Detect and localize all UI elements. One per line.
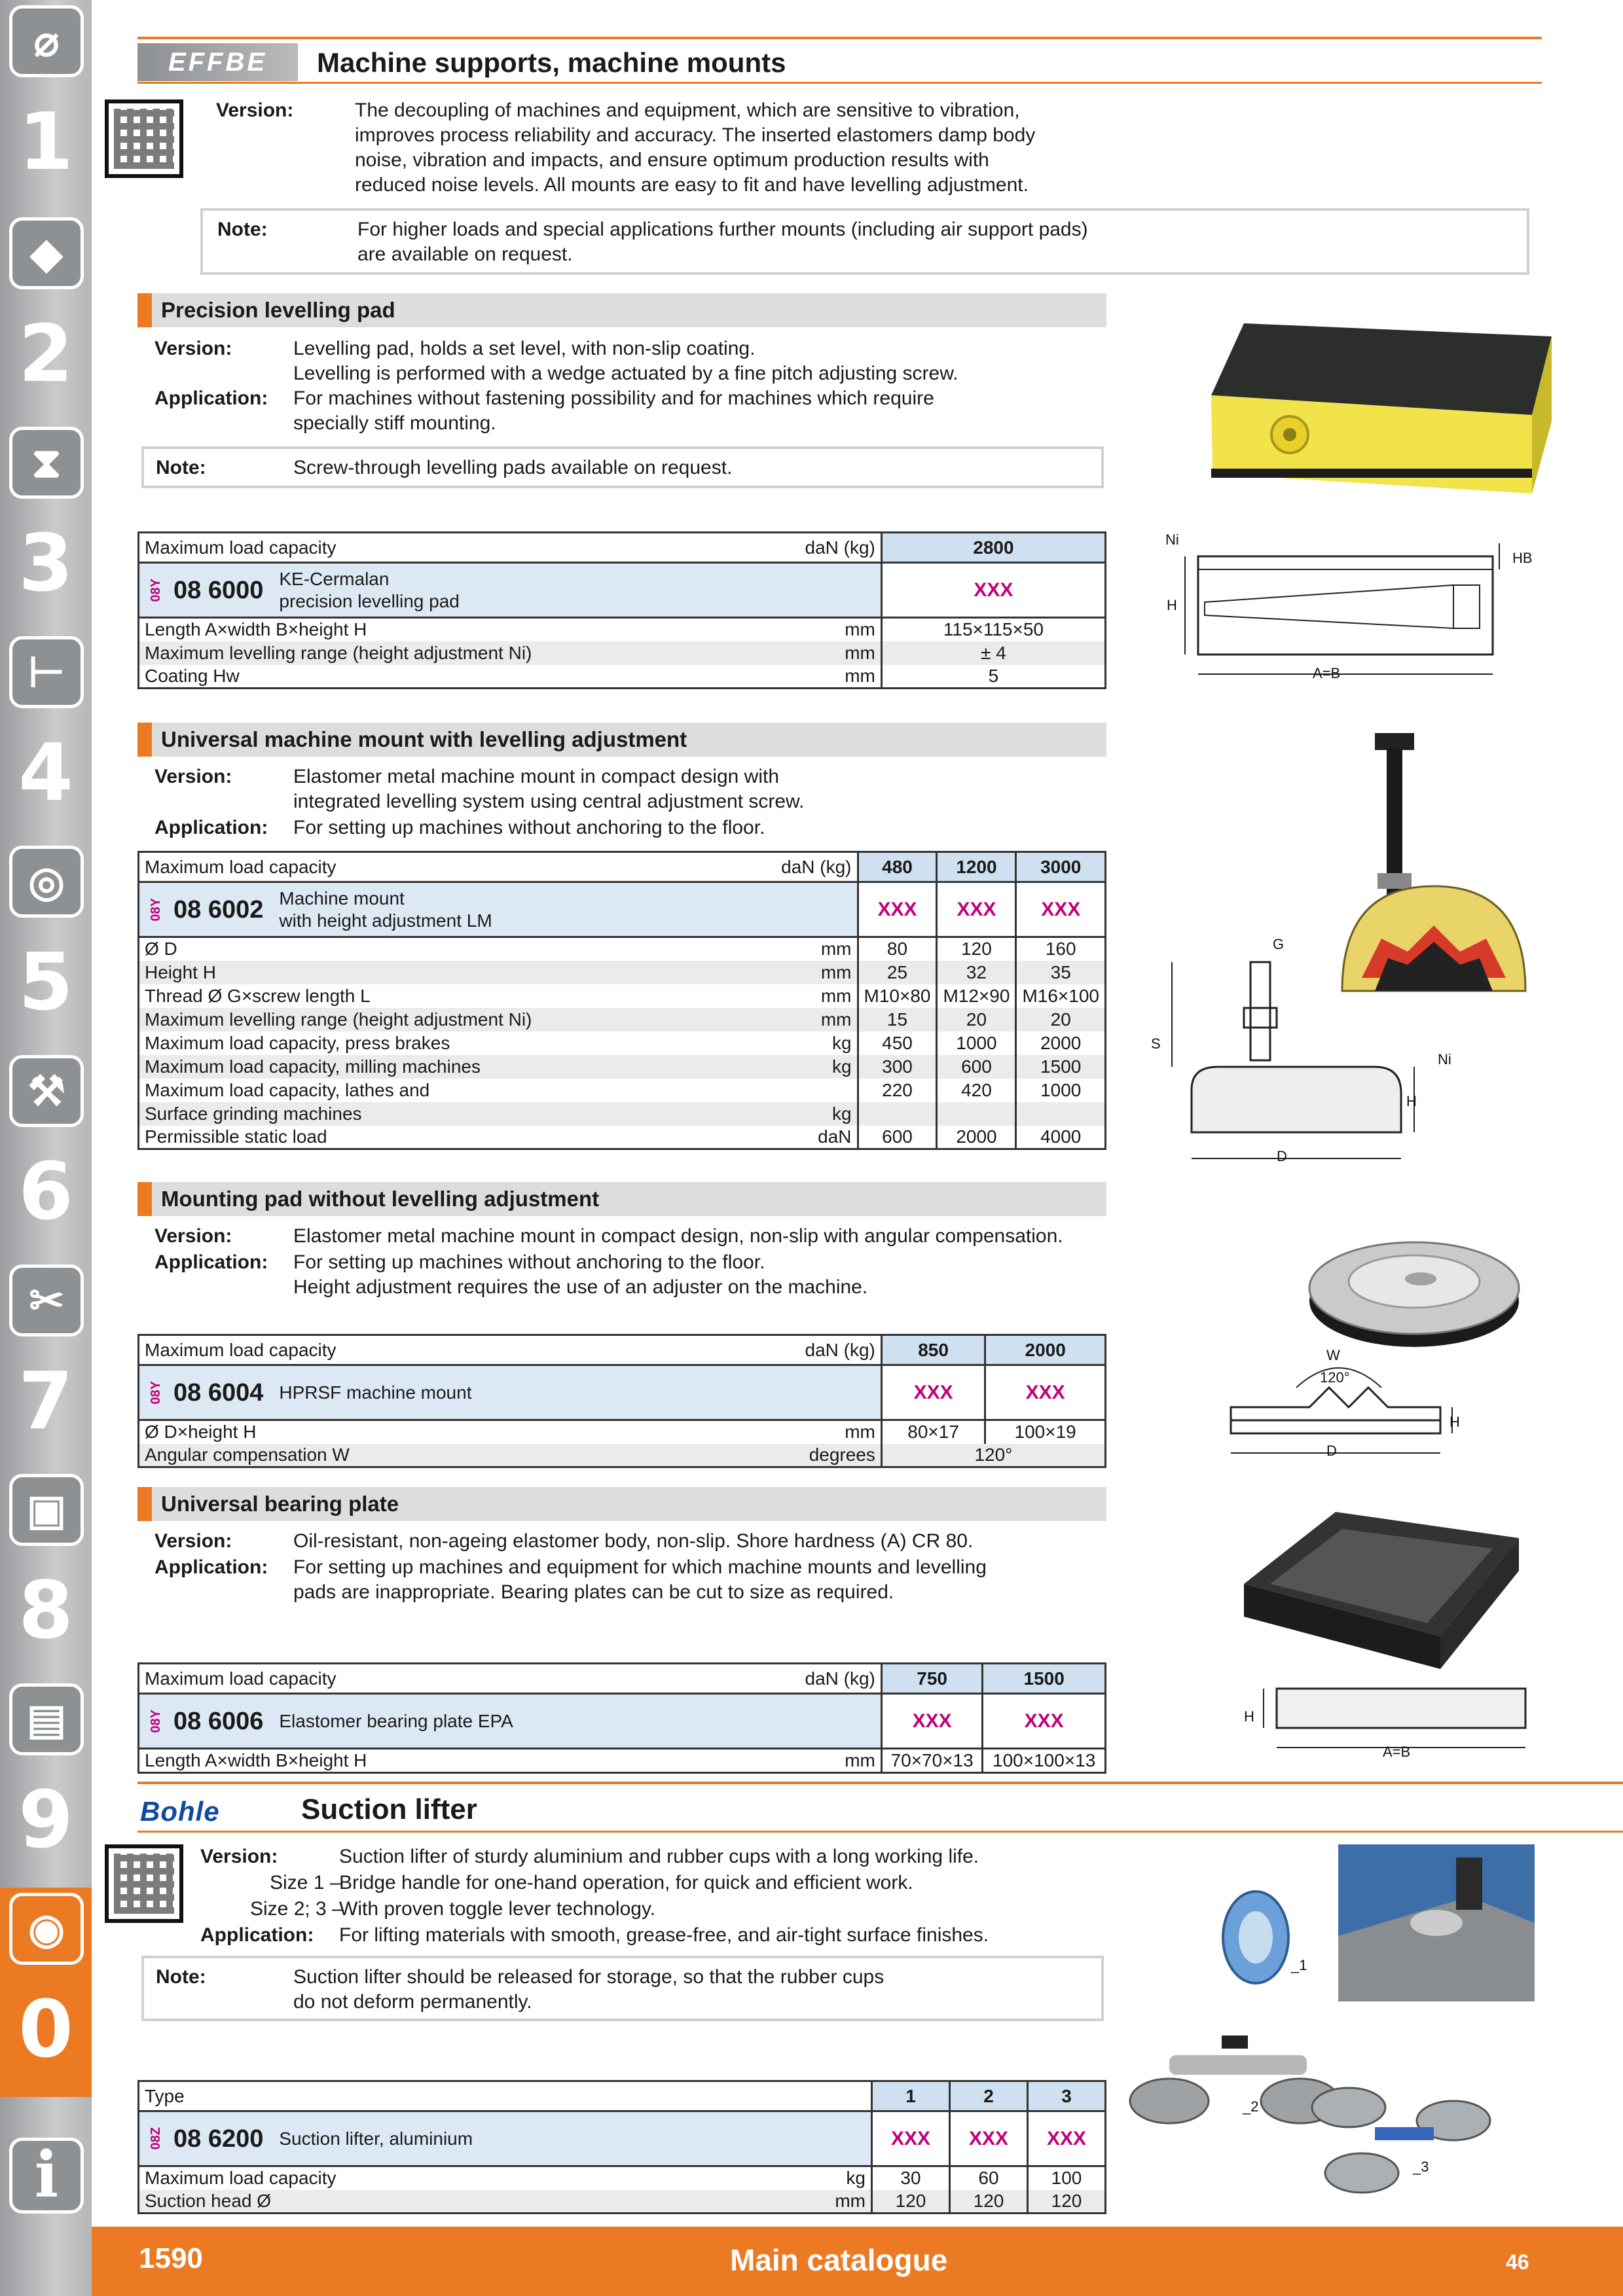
- load-capacity-value: 2000: [985, 1335, 1106, 1365]
- chapter-number: 5: [18, 937, 73, 1028]
- price-cell: XXX: [1016, 882, 1106, 937]
- row-unit: kg: [776, 1055, 858, 1079]
- load-capacity-value: 750: [881, 1664, 982, 1694]
- spec-table-bearing-plate: [137, 1662, 1106, 1774]
- spec-table-mounting-pad: [137, 1334, 1106, 1468]
- catalogue-title: Main catalogue: [730, 2243, 948, 2277]
- row-label: Permissible static load: [145, 1126, 327, 1147]
- version-text: Suction lifter of sturdy aluminium and rubber cups with a long working life.: [339, 1846, 979, 1867]
- section-heading: Universal machine mount with levelling adjustment: [137, 723, 1106, 757]
- load-capacity-value: 2800: [881, 533, 1105, 563]
- row-value: 420: [937, 1079, 1016, 1102]
- suction-lifter-size1-image: [1216, 1872, 1302, 1990]
- dim-label-d: D: [1326, 1443, 1337, 1459]
- row-value: [858, 1102, 937, 1126]
- row-value: M10×80: [858, 984, 937, 1008]
- row-unit: mm: [776, 961, 858, 984]
- row-value: 120°: [881, 1444, 1105, 1467]
- version-text: Elastomer metal machine mount in compact design, non-slip with angular compensation.: [293, 1225, 1063, 1247]
- spec-table-suction-lifter: [137, 2080, 1106, 2214]
- mounting-pad-drawing: [1218, 1348, 1467, 1460]
- application-text: For setting up machines and equipment for which machine mounts and levelling pads are inappropriate. Bearing plates can be cut to size as required.: [293, 1556, 987, 1603]
- row-unit: kg: [831, 1032, 852, 1053]
- chapter-tab-9[interactable]: [0, 1678, 92, 1888]
- section-heading: Universal bearing plate: [137, 1487, 1106, 1521]
- row-label: Height H: [139, 961, 776, 984]
- version-text: Elastomer metal machine mount in compact design with integrated levelling system using central adjustment screw.: [293, 766, 805, 812]
- row-label: Maximum load capacity, lathes and: [145, 1079, 430, 1100]
- chapter-tab-4[interactable]: [0, 631, 92, 840]
- row-label: Suction head Ø: [139, 2190, 800, 2214]
- row-value: 1500: [1016, 1055, 1106, 1079]
- chapter-number: 3: [18, 518, 73, 609]
- row-unit: mm: [845, 1750, 875, 1770]
- chapter-sidebar: [0, 0, 92, 2296]
- note-box: [141, 446, 1104, 488]
- qr-code-icon[interactable]: [105, 1844, 183, 1923]
- effbe-header: [137, 37, 1542, 84]
- row-value: 120: [950, 2190, 1028, 2214]
- page-index: 46: [1506, 2250, 1529, 2274]
- dim-label-d: D: [1277, 1148, 1287, 1164]
- dim-label-ab: A=B: [1383, 1744, 1411, 1760]
- price-cell: XXX: [858, 882, 937, 937]
- load-capacity-value: 480: [858, 852, 937, 882]
- load-capacity-value: 1500: [983, 1664, 1106, 1694]
- price-cell: XXX: [881, 1365, 985, 1420]
- dim-label-angle: 120°: [1320, 1369, 1350, 1386]
- row-value: 25: [858, 961, 937, 984]
- price-cell: XXX: [881, 563, 1105, 618]
- chapter-number: 7: [18, 1356, 73, 1447]
- size1-label: Size 1 –: [270, 1872, 341, 1893]
- row-unit: kg: [776, 1102, 858, 1126]
- article-description: Suction lifter, aluminium: [279, 2128, 473, 2149]
- row-value: 120: [937, 937, 1016, 961]
- application-label: Application:: [155, 1251, 268, 1273]
- row-unit: daN: [818, 1126, 852, 1147]
- spec-table-levelling-pad: [137, 531, 1106, 689]
- row-unit: mm: [800, 641, 882, 665]
- dim-label-hb: HB: [1512, 550, 1533, 566]
- intro-note-text: For higher loads and special applications further mounts (including air support pads) are available on request.: [357, 219, 1088, 265]
- size1-text: Bridge handle for one-hand operation, for quick and efficient work.: [339, 1872, 913, 1893]
- table-head-label: Maximum load capacity: [139, 1664, 800, 1694]
- row-unit: mm: [845, 1422, 875, 1443]
- article-group-code: 08Z: [149, 2127, 163, 2150]
- tool-cabinet-icon: ▤: [9, 1683, 84, 1755]
- cutting-insert-icon: ◆: [9, 217, 84, 289]
- row-value: 2000: [1016, 1031, 1106, 1055]
- row-value: 600: [858, 1126, 937, 1149]
- table-head-unit: daN (kg): [800, 1335, 882, 1365]
- chapter-tab-1[interactable]: [0, 0, 92, 209]
- row-label: Maximum levelling range (height adjustment Ni): [139, 1008, 776, 1031]
- row-label: Maximum levelling range (height adjustment Ni): [139, 641, 800, 665]
- row-value: 80×17: [881, 1420, 985, 1444]
- row-value: 115×115×50: [881, 618, 1105, 641]
- row-unit: mm: [776, 1008, 858, 1031]
- section-title-suction-lifter: Suction lifter: [301, 1793, 477, 1825]
- table-row: [139, 961, 1106, 984]
- row-unit: mm: [800, 2190, 872, 2214]
- chapter-tab-5[interactable]: [0, 840, 92, 1050]
- row-value: 300: [858, 1055, 937, 1079]
- row-label: Maximum load capacity: [145, 2168, 337, 2189]
- row-value: 4000: [1016, 1126, 1106, 1149]
- row-value: 600: [937, 1055, 1016, 1079]
- version-label: Version:: [155, 1530, 232, 1552]
- row-unit: mm: [820, 939, 852, 960]
- price-cell: XXX: [937, 882, 1016, 937]
- row-label: Maximum load capacity, milling machines: [139, 1055, 776, 1079]
- application-label: Application:: [155, 387, 268, 409]
- application-label: Application:: [200, 1924, 314, 1946]
- row-value: 30: [872, 2166, 950, 2190]
- row-value: 100×100×13: [983, 1749, 1106, 1773]
- chapter-number: 2: [18, 309, 73, 400]
- version-text: Oil-resistant, non-ageing elastomer body, non-slip. Shore hardness (A) CR 80.: [293, 1530, 974, 1552]
- row-value: 80: [858, 937, 937, 961]
- application-text: For machines without fastening possibility and for machines which require specially stiff mounting.: [293, 387, 934, 434]
- article-group-code: 08Y: [149, 1709, 163, 1733]
- mounting-pad-image: [1303, 1223, 1525, 1354]
- version-text: Levelling pad, holds a set level, with non-slip coating. Levelling is performed with a wedge actuated by a fine pitch adjusting screw.: [293, 338, 958, 384]
- row-value: 35: [1016, 961, 1106, 984]
- row-label: Ø D×height H: [145, 1422, 257, 1443]
- table-head-label: Maximum load capacity: [139, 1335, 800, 1365]
- intro-version-label: Version:: [216, 99, 294, 121]
- page-title: Machine supports, machine mounts: [317, 47, 786, 78]
- row-value: ± 4: [881, 641, 1105, 665]
- row-value: [1016, 1102, 1106, 1126]
- chapter-number: 6: [18, 1147, 73, 1238]
- row-unit: mm: [845, 619, 875, 640]
- note-text: Screw-through levelling pads available on request.: [293, 457, 733, 478]
- table-head-unit: daN (kg): [800, 533, 882, 563]
- version-label: Version:: [155, 766, 232, 787]
- row-unit: mm: [845, 665, 875, 686]
- size23-label: Size 2; 3 –: [250, 1898, 343, 1920]
- chapter-number: 4: [18, 728, 73, 819]
- version-label: Version:: [200, 1846, 278, 1867]
- info-tab-icon[interactable]: i: [9, 2138, 84, 2214]
- dim-label-h: H: [1406, 1093, 1417, 1109]
- dim-label-s: S: [1151, 1035, 1161, 1052]
- type-value: 2: [950, 2081, 1028, 2111]
- table-head-unit: daN (kg): [800, 1664, 882, 1694]
- dim-label-h: H: [1167, 597, 1177, 613]
- row-value: 5: [881, 665, 1105, 689]
- article-group-code: 08Y: [149, 1380, 163, 1405]
- image-label: _1: [1291, 1957, 1307, 1973]
- table-row: [139, 1102, 1106, 1126]
- levelling-pad-drawing: [1165, 530, 1532, 687]
- dim-label-g: G: [1273, 936, 1285, 952]
- table-row: [139, 1031, 1106, 1055]
- table-head-label: Maximum load capacity: [139, 852, 776, 882]
- table-row: [139, 1079, 1106, 1102]
- chapter-tab-8[interactable]: [0, 1469, 92, 1678]
- effbe-logo: EFFBE: [137, 43, 298, 81]
- size23-text: With proven toggle lever technology.: [339, 1898, 656, 1920]
- row-value: 100×19: [985, 1420, 1106, 1444]
- bearing-plate-image: [1231, 1505, 1532, 1676]
- section-heading: Mounting pad without levelling adjustment: [137, 1182, 1106, 1216]
- type-value: 1: [872, 2081, 950, 2111]
- suction-lifter-size3-image: [1290, 2068, 1512, 2199]
- row-value: 100: [1028, 2166, 1106, 2190]
- machine-mount-drawing: [1152, 936, 1467, 1172]
- application-text: For setting up machines without anchoring to the floor.: [293, 817, 765, 838]
- price-cell: XXX: [881, 1694, 982, 1749]
- row-unit: [776, 1079, 858, 1102]
- row-unit: kg: [846, 2168, 866, 2189]
- intro-note-box: [200, 208, 1529, 275]
- row-value: 20: [937, 1008, 1016, 1031]
- article-number: 08 6200: [173, 2125, 264, 2153]
- chapter-tab-3[interactable]: [0, 422, 92, 631]
- caliper-icon: ⊢: [9, 636, 84, 708]
- version-label: Version:: [155, 338, 232, 359]
- row-label: Surface grinding machines: [139, 1102, 776, 1126]
- price-cell: XXX: [1028, 2111, 1106, 2166]
- pliers-icon: ✂: [9, 1265, 84, 1336]
- dim-label-h: H: [1450, 1414, 1460, 1430]
- row-label: Length A×width B×height H: [145, 619, 367, 640]
- article-group-code: 08Y: [149, 578, 163, 602]
- table-head-label: Maximum load capacity: [139, 533, 800, 563]
- page-number: 1590: [139, 2242, 203, 2274]
- table-row: [139, 1126, 1106, 1149]
- article-description: Elastomer bearing plate EPA: [279, 1710, 513, 1731]
- row-value: 120: [1028, 2190, 1106, 2214]
- table-head-label: Type: [139, 2081, 800, 2111]
- dim-label-w: W: [1326, 1347, 1340, 1363]
- toolbox-icon: ▣: [9, 1474, 84, 1546]
- bohle-header: [137, 1782, 1623, 1833]
- article-number: 08 6000: [173, 576, 264, 604]
- row-value: [937, 1102, 1016, 1126]
- article-description: Machine mount with height adjustment LM: [279, 888, 492, 931]
- article-number: 08 6006: [173, 1707, 264, 1735]
- article-number: 08 6002: [173, 895, 264, 924]
- note-label: Note:: [156, 457, 206, 478]
- grinding-disc-icon: ◎: [9, 846, 84, 918]
- article-description: HPRSF machine mount: [279, 1382, 472, 1403]
- chapter-number: 0: [18, 1984, 73, 2075]
- load-capacity-value: 850: [881, 1335, 985, 1365]
- application-text: For setting up machines without anchoring to the floor. Height adjustment requires the use of an adjuster on the machine.: [293, 1251, 868, 1298]
- row-value: 20: [1016, 1008, 1106, 1031]
- safety-equipment-icon: ◉: [9, 1893, 84, 1965]
- row-value: 450: [858, 1031, 937, 1055]
- table-head-unit: [800, 2081, 872, 2111]
- table-head-unit: daN (kg): [776, 852, 858, 882]
- spec-table-machine-mount: [137, 851, 1106, 1150]
- price-cell: XXX: [950, 2111, 1028, 2166]
- suction-lifter-in-use-image: [1338, 1844, 1535, 2001]
- row-value: M16×100: [1016, 984, 1106, 1008]
- note-box: [141, 1956, 1104, 2021]
- row-value: 120: [872, 2190, 950, 2214]
- wrench-icon: ⚒: [9, 1055, 84, 1127]
- application-text: For lifting materials with smooth, grease-free, and air-tight surface finishes.: [339, 1924, 989, 1946]
- table-row: [139, 937, 1106, 961]
- row-label: Ø D: [145, 939, 177, 960]
- note-text: Suction lifter should be released for storage, so that the rubber cups do not deform permanently.: [293, 1966, 884, 2013]
- table-row: [139, 984, 1106, 1008]
- chapter-tab-0[interactable]: [0, 1888, 92, 2097]
- price-cell: XXX: [983, 1694, 1106, 1749]
- dim-label-ni: Ni: [1165, 531, 1179, 548]
- chapter-tab-2[interactable]: [0, 212, 92, 422]
- row-label: Thread Ø G×screw length L: [145, 985, 371, 1006]
- article-number: 08 6004: [173, 1378, 264, 1407]
- row-value: 70×70×13: [881, 1749, 982, 1773]
- row-label: Length A×width B×height H: [145, 1750, 367, 1770]
- load-capacity-value: 3000: [1016, 852, 1106, 882]
- row-value: 2000: [937, 1126, 1016, 1149]
- chapter-number: 9: [18, 1775, 73, 1866]
- dim-label-ab: A=B: [1313, 665, 1341, 681]
- drill-icon: ⌀: [9, 5, 84, 77]
- dim-label-ni: Ni: [1438, 1051, 1451, 1067]
- row-unit: mm: [820, 985, 852, 1006]
- image-label: _2: [1243, 2098, 1259, 2115]
- article-description: KE-Cermalan precision levelling pad: [279, 568, 460, 611]
- row-unit: degrees: [800, 1444, 882, 1467]
- chapter-number: 1: [18, 97, 73, 188]
- chapter-tab-6[interactable]: [0, 1050, 92, 1259]
- application-label: Application:: [155, 1556, 268, 1578]
- type-value: 3: [1028, 2081, 1106, 2111]
- row-value: 15: [858, 1008, 937, 1031]
- row-value: 60: [950, 2166, 1028, 2190]
- section-heading: Precision levelling pad: [137, 293, 1106, 327]
- row-value: 32: [937, 961, 1016, 984]
- application-label: Application:: [155, 817, 268, 838]
- dim-label-h: H: [1244, 1708, 1254, 1725]
- intro-note-label: Note:: [217, 219, 268, 240]
- intro-version-text: The decoupling of machines and equipment, which are sensitive to vibration, improves process reliability and accuracy. The inserted elastomers damp body noise, vibration and impacts, and ensure optimum production results with reduced noise levels. All mounts are easy to fit and have levelling adjustment.: [355, 99, 1036, 196]
- qr-code-icon[interactable]: [105, 99, 183, 178]
- note-label: Note:: [156, 1966, 206, 1988]
- table-row: [139, 1008, 1106, 1031]
- price-cell: XXX: [985, 1365, 1106, 1420]
- row-value: 1000: [1016, 1079, 1106, 1102]
- row-value: 160: [1016, 937, 1106, 961]
- levelling-pad-image: [1198, 317, 1565, 513]
- row-value: 1000: [937, 1031, 1016, 1055]
- row-label: Angular compensation W: [139, 1444, 800, 1467]
- tool-holder-icon: ⧗: [9, 427, 84, 499]
- row-label: Maximum load capacity, press brakes: [145, 1032, 450, 1053]
- image-label: _3: [1413, 2159, 1429, 2175]
- price-cell: XXX: [872, 2111, 950, 2166]
- bohle-logo: Bohle: [140, 1796, 220, 1827]
- row-label: Coating Hw: [145, 665, 240, 686]
- chapter-tab-7[interactable]: [0, 1259, 92, 1469]
- table-row: [139, 1055, 1106, 1079]
- article-group-code: 08Y: [149, 897, 163, 922]
- load-capacity-value: 1200: [937, 852, 1016, 882]
- version-label: Version:: [155, 1225, 232, 1247]
- row-value: 220: [858, 1079, 937, 1102]
- row-value: M12×90: [937, 984, 1016, 1008]
- page-footer: [92, 2227, 1623, 2296]
- chapter-number: 8: [18, 1566, 73, 1657]
